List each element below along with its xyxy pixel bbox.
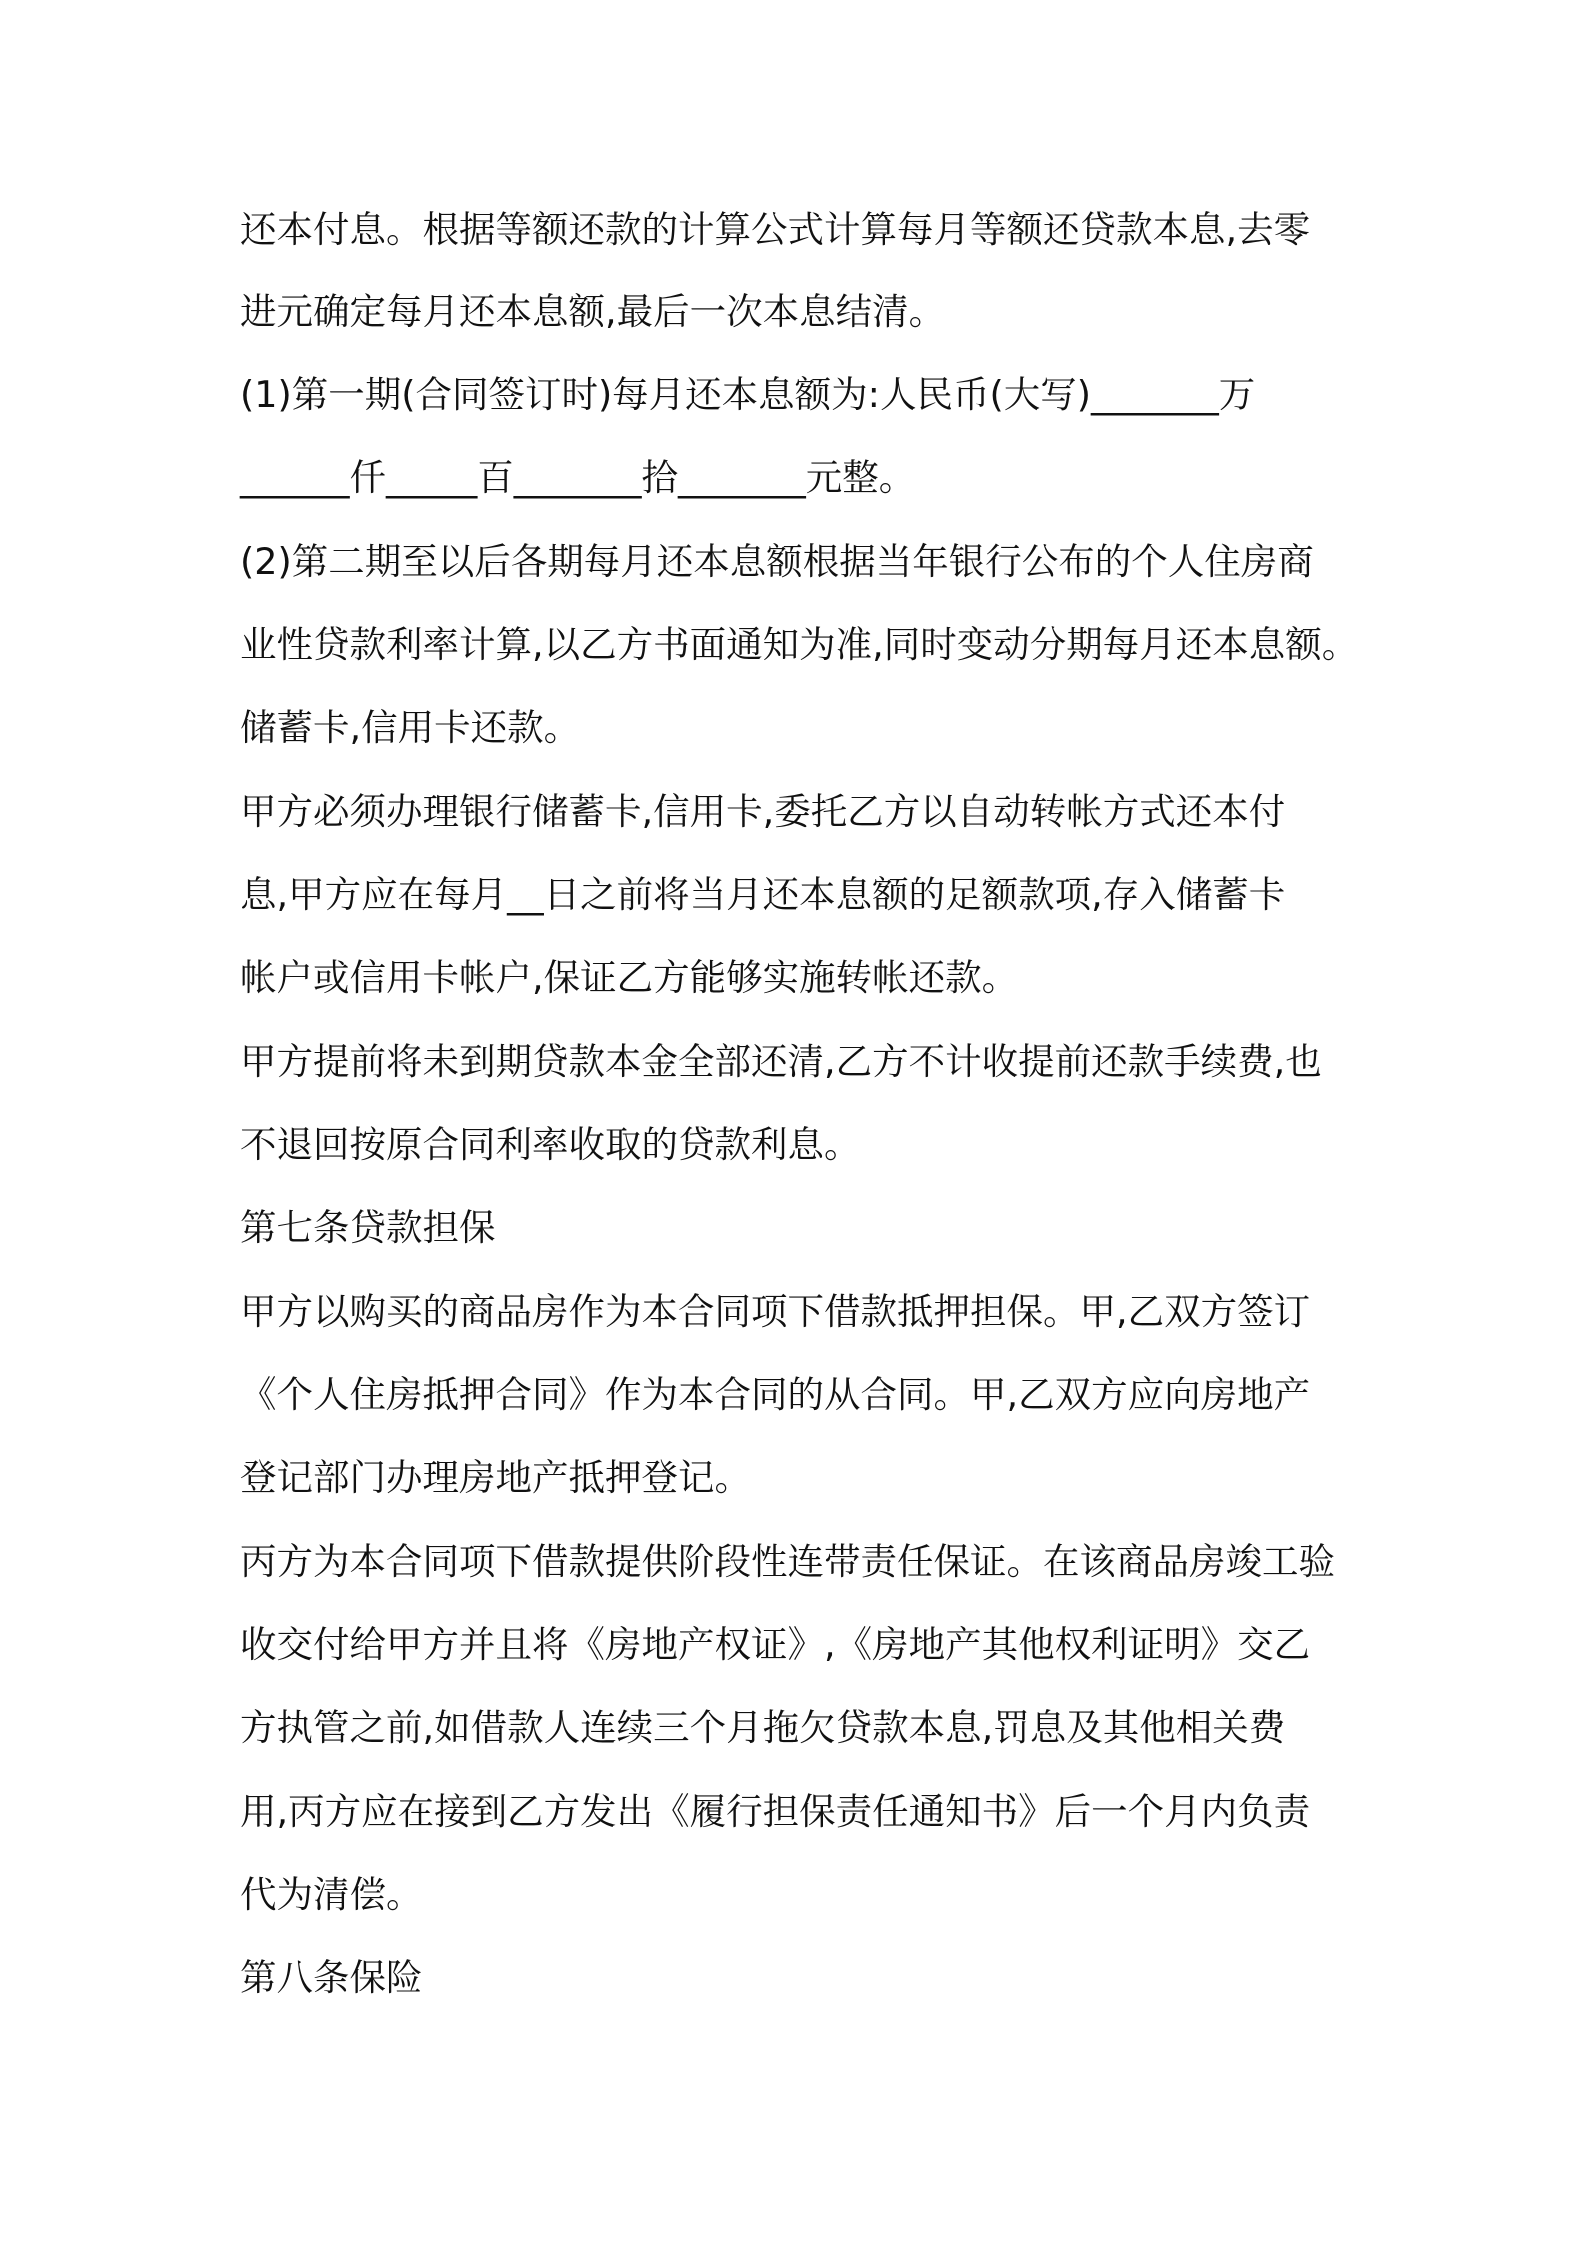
text-line: 代为清偿。 [240, 1873, 423, 1916]
text-line: (1)第一期(合同签订时)每月还本息额为:人民币(大写)_______万 [240, 373, 1256, 416]
text-line: 甲方必须办理银行储蓄卡,信用卡,委托乙方以自动转帐方式还本付 [240, 790, 1286, 833]
text-line: 方执管之前,如借款人连续三个月拖欠贷款本息,罚息及其他相关费 [240, 1706, 1286, 1749]
text-line: 登记部门办理房地产抵押登记。 [240, 1456, 751, 1499]
text-line: 丙方为本合同项下借款提供阶段性连带责任保证。在该商品房竣工验 [240, 1540, 1335, 1583]
text-line: (2)第二期至以后各期每月还本息额根据当年银行公布的个人住房商 [240, 540, 1314, 583]
text-line: 不退回按原合同利率收取的贷款利息。 [240, 1123, 861, 1166]
section-heading: 第七条贷款担保 [240, 1206, 496, 1249]
text-line: 业性贷款利率计算,以乙方书面通知为准,同时变动分期每月还本息额。 [240, 623, 1359, 666]
text-line: 甲方提前将未到期贷款本金全部还清,乙方不计收提前还款手续费,也 [240, 1040, 1322, 1083]
text-line: 息,甲方应在每月__日之前将当月还本息额的足额款项,存入储蓄卡 [240, 873, 1286, 916]
text-line: 用,丙方应在接到乙方发出《履行担保责任通知书》后一个月内负责 [240, 1790, 1311, 1833]
text-line: 储蓄卡,信用卡还款。 [240, 706, 581, 749]
text-line: ______仟_____百_______拾_______元整。 [240, 456, 916, 499]
text-line: 进元确定每月还本息额,最后一次本息结清。 [240, 290, 946, 333]
text-line: 收交付给甲方并且将《房地产权证》,《房地产其他权利证明》交乙 [240, 1623, 1311, 1666]
section-heading: 第八条保险 [240, 1956, 423, 1999]
text-line: 还本付息。根据等额还款的计算公式计算每月等额还贷款本息,去零 [240, 208, 1311, 251]
text-line: 《个人住房抵押合同》作为本合同的从合同。甲,乙双方应向房地产 [240, 1373, 1311, 1416]
text-line: 帐户或信用卡帐户,保证乙方能够实施转帐还款。 [240, 956, 1019, 999]
text-line: 甲方以购买的商品房作为本合同项下借款抵押担保。甲,乙双方签订 [240, 1290, 1311, 1333]
